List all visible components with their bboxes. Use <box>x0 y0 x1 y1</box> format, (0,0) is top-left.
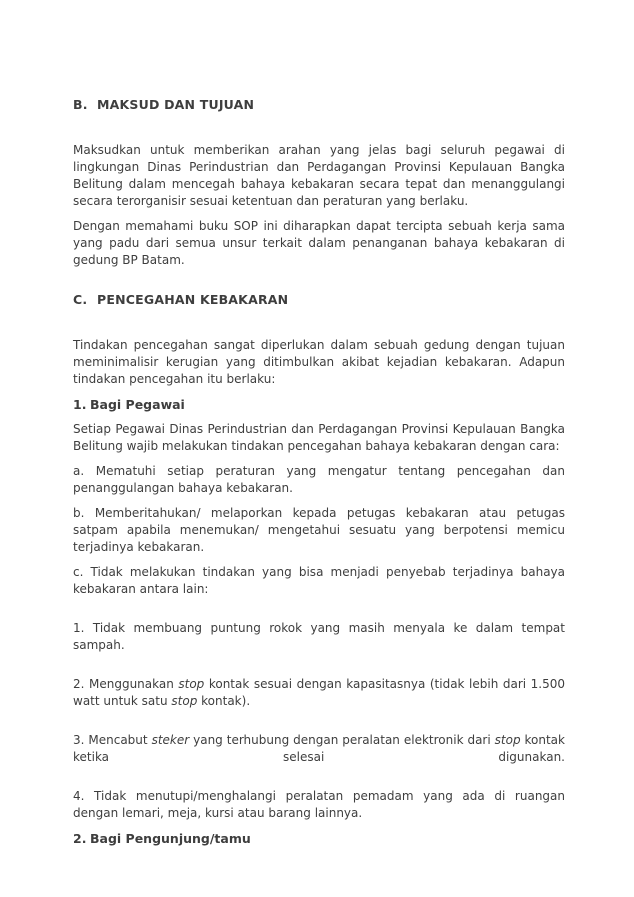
italic-text-run: stop <box>171 694 198 708</box>
italic-text-run: steker <box>151 733 190 747</box>
paragraph-point-a <box>73 463 565 497</box>
text-run: c. Tidak melakukan tindakan yang bisa menjadi penyebab terjadinya bahaya kebakaran antara lain: <box>73 565 565 596</box>
italic-text-run: stop <box>178 677 205 691</box>
heading-text: Bagi Pengunjung/tamu <box>90 831 251 846</box>
text-run: yang terhubung dengan peralatan elektronik dari <box>189 733 495 747</box>
paragraph-point-c <box>73 564 565 598</box>
heading-text: Bagi Pegawai <box>90 397 185 412</box>
text-run: Maksudkan untuk memberikan arahan yang jelas bagi seluruh pegawai di lingkungan Dinas Perindustrian dan Perdagangan Provinsi Kepulauan Bangka Belitung dalam mencegah bahaya kebakaran secara tepat dan menanggulangi secara terorganisir sesuai ketentuan dan peraturan yang berlaku. <box>73 143 565 208</box>
heading-text: PENCEGAHAN KEBAKARAN <box>97 292 289 307</box>
text-run: Dengan memahami buku SOP ini diharapkan dapat tercipta sebuah kerja sama yang padu dari semua unsur terkait dalam penanganan bahaya kebakaran di gedung BP Batam. <box>73 219 565 267</box>
subheading-bagi-pegawai <box>73 396 565 413</box>
list-item-4 <box>73 788 565 822</box>
text-run: 2. Menggunakan <box>73 677 179 691</box>
italic-text-run: stop <box>494 733 521 747</box>
paragraph-setiap-pegawai <box>73 421 565 455</box>
text-run: kontak). <box>197 694 251 708</box>
list-item-1 <box>73 620 565 654</box>
text-run: 1. Tidak membuang puntung rokok yang masih menyala ke dalam tempat sampah. <box>73 621 565 652</box>
list-item-3 <box>73 732 565 766</box>
heading-text: MAKSUD DAN TUJUAN <box>97 97 255 112</box>
document-body <box>73 96 565 847</box>
text-run: 4. Tidak menutupi/menghalangi peralatan pemadam yang ada di ruangan dengan lemari, meja, kursi atau barang lainnya. <box>73 789 565 820</box>
text-run: a. Mematuhi setiap peraturan yang mengatur tentang pencegahan dan penanggulangan bahaya kebakaran. <box>73 464 565 495</box>
heading-label: C. <box>73 292 88 307</box>
section-heading-b <box>73 96 565 113</box>
section-heading-c <box>73 291 565 308</box>
paragraph-point-b <box>73 505 565 556</box>
heading-label: 2. <box>73 831 87 846</box>
text-run: b. Memberitahukan/ melaporkan kepada petugas kebakaran atau petugas satpam apabila menemukan/ mengetahui sesuatu yang berpotensi memicu terjadinya kebakaran. <box>73 506 565 554</box>
text-run: 3. Mencabut <box>73 733 152 747</box>
text-run: kontak ketika selesai digunakan. <box>73 733 565 764</box>
subheading-bagi-pengunjung <box>73 830 565 847</box>
text-run: Setiap Pegawai Dinas Perindustrian dan Perdagangan Provinsi Kepulauan Bangka Belitung wajib melakukan tindakan pencegahan bahaya kebakaran dengan cara: <box>73 422 565 453</box>
list-item-2 <box>73 676 565 710</box>
text-run: Tindakan pencegahan sangat diperlukan dalam sebuah gedung dengan tujuan meminimalisir kerugian yang ditimbulkan akibat kejadian kebakaran. Adapun tindakan pencegahan itu berlaku: <box>73 338 565 386</box>
heading-label: 1. <box>73 397 87 412</box>
text-run: kontak sesuai dengan kapasitasnya (tidak lebih dari 1.500 watt untuk satu <box>73 677 565 708</box>
heading-label: B. <box>73 97 88 112</box>
paragraph-tindakan <box>73 337 565 388</box>
paragraph-maksud <box>73 142 565 210</box>
paragraph-sop <box>73 218 565 269</box>
